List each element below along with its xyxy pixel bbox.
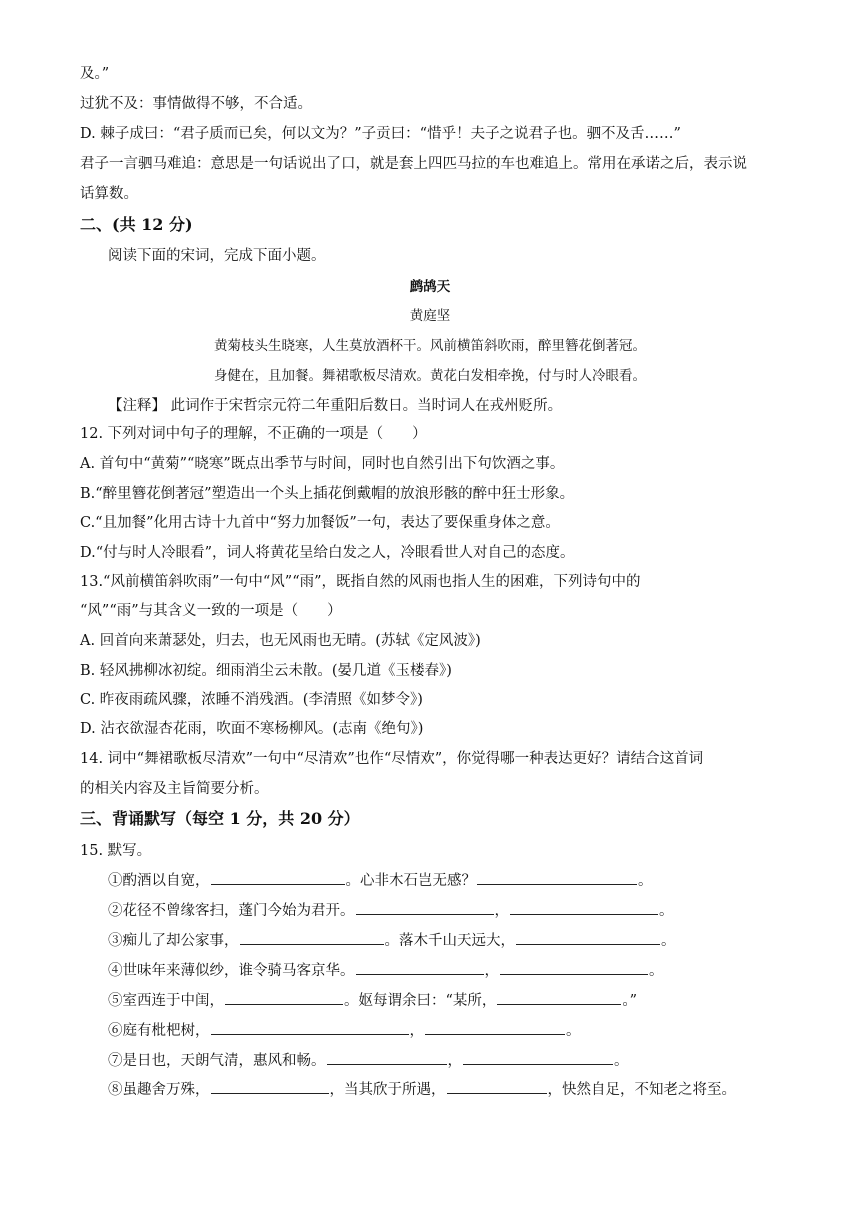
poem-title: 鹧鸪天: [409, 279, 451, 295]
item-text: ③痴儿了却公家事，: [108, 933, 239, 949]
answer-blank[interactable]: [356, 900, 494, 915]
q14-line2: 的相关内容及主旨简要分析。: [80, 781, 269, 797]
item-text: ，: [484, 963, 499, 979]
dictation-item-7: [108, 1050, 629, 1071]
item-text: 。落木千山天远大，: [384, 933, 515, 949]
item-text: ，: [447, 1053, 462, 1069]
item-text: 。”: [622, 993, 638, 1009]
item-text: ⑥庭有枇杷树，: [108, 1023, 210, 1039]
poem-author: 黄庭坚: [409, 308, 451, 324]
dictation-item-4: [108, 960, 664, 981]
dictation-item-6: [108, 1020, 581, 1041]
answer-blank[interactable]: [211, 870, 345, 885]
item-text: 。: [659, 903, 674, 919]
dictation-item-8: [108, 1079, 736, 1100]
item-text: ⑧虽趣舍万殊，: [108, 1082, 210, 1098]
answer-blank[interactable]: [477, 870, 637, 885]
answer-blank[interactable]: [510, 900, 658, 915]
dictation-item-1: [108, 870, 653, 891]
q13-option-b: B. 轻风拂柳冰初绽。细雨消尘云未散。(晏几道《玉楼春》): [80, 663, 452, 679]
item-text: ②花径不曾缘客扫，蓬门今始为君开。: [108, 903, 355, 919]
item-text: 。: [566, 1023, 581, 1039]
item-text: ，当其欣于所遇，: [329, 1082, 446, 1098]
item-text: ，: [494, 903, 509, 919]
gloss-d-line1: 君子一言驷马难追：意思是一句话说出了口，就是套上四匹马拉的车也难追上。常用在承诺之后，表示说: [80, 156, 747, 172]
gloss-c: 过犹不及：事情做得不够，不合适。: [80, 96, 312, 112]
answer-blank[interactable]: [211, 1020, 409, 1035]
answer-blank[interactable]: [516, 930, 660, 945]
q13-option-c: C. 昨夜雨疏风骤，浓睡不消残酒。(李清照《如梦令》): [80, 692, 423, 708]
dictation-item-3: [108, 930, 676, 951]
item-text: 。: [661, 933, 676, 949]
answer-blank[interactable]: [463, 1050, 613, 1065]
answer-blank[interactable]: [211, 1079, 329, 1094]
q12-option-a: A. 首句中“黄菊”“晓寒”既点出季节与时间，同时也自然引出下句饮酒之事。: [80, 456, 565, 472]
q12-option-c: C.“且加餐”化用古诗十九首中“努力加餐饭”一句，表达了要保重身体之意。: [80, 515, 560, 531]
answer-blank[interactable]: [425, 1020, 565, 1035]
section-2-heading: 二、(共 12 分): [80, 215, 193, 234]
q13-option-a: A. 回首向来萧瑟处，归去，也无风雨也无晴。(苏轼《定风波》): [80, 633, 481, 649]
gloss-d-line2: 话算数。: [80, 186, 138, 202]
item-text: ⑤室西连于中闺，: [108, 993, 224, 1009]
dictation-item-5: [108, 990, 637, 1011]
q12-option-b: B.“醉里簪花倒著冠”塑造出一个头上插花倒戴帽的放浪形骸的醉中狂士形象。: [80, 486, 575, 502]
dictation-item-2: [108, 900, 674, 921]
answer-blank[interactable]: [356, 960, 484, 975]
q14-line1: 14. 词中“舞裙歌板尽清欢”一句中“尽清欢”也作“尽情欢”，你觉得哪一种表达更好？请结合这首词: [80, 751, 704, 767]
item-text: ④世味年来薄似纱，谁令骑马客京华。: [108, 963, 355, 979]
section-2-intro: 阅读下面的宋词，完成下面小题。: [108, 248, 326, 264]
answer-blank[interactable]: [497, 990, 621, 1005]
q12-stem: 12. 下列对词中句子的理解，不正确的一项是（ ）: [80, 426, 427, 442]
answer-blank[interactable]: [240, 930, 384, 945]
item-text: 。妪每谓余曰：“某所，: [344, 993, 497, 1009]
poem-line-2: 身健在，且加餐。舞裙歌板尽清欢。黄花白发相牵挽，付与时人冷眼看。: [214, 368, 646, 384]
item-text: ，快然自足，不知老之将至。: [547, 1082, 736, 1098]
item-text: 。心非木石岂无感？: [345, 873, 476, 889]
q13-option-d: D. 沾衣欲湿杏花雨，吹面不寒杨柳风。(志南《绝句》): [80, 721, 424, 737]
poem-line-1: 黄菊枝头生晓寒，人生莫放酒杯干。风前横笛斜吹雨，醉里簪花倒著冠。: [214, 338, 646, 354]
answer-blank[interactable]: [447, 1079, 547, 1094]
item-text: 。: [614, 1053, 629, 1069]
prev-question-tail: 及。”: [80, 66, 110, 82]
item-text: 。: [638, 873, 653, 889]
item-text: 。: [649, 963, 664, 979]
q15-label: 15. 默写。: [80, 843, 152, 859]
answer-blank[interactable]: [327, 1050, 447, 1065]
item-text: ，: [409, 1023, 424, 1039]
q12-option-d: D.“付与时人冷眼看”，词人将黄花呈给白发之人，冷眼看世人对自己的态度。: [80, 545, 575, 561]
section-3-heading: 三、背诵默写（每空 1 分，共 20 分）: [80, 809, 360, 828]
answer-blank[interactable]: [225, 990, 343, 1005]
answer-blank[interactable]: [500, 960, 648, 975]
q13-stem-line2: “风”“雨”与其含义一致的一项是（ ）: [80, 603, 342, 619]
item-text: ⑦是日也，天朗气清，惠风和畅。: [108, 1053, 326, 1069]
option-d-prev: D. 棘子成曰：“君子质而已矣，何以文为？”子贡曰：“惜乎！夫子之说君子也。驷不及舌……”: [80, 126, 681, 142]
item-text: ①酌酒以自宽，: [108, 873, 210, 889]
poem-note: 【注释】 此词作于宋哲宗元符二年重阳后数日。当时词人在戎州贬所。: [108, 398, 563, 414]
q13-stem-line1: 13.“风前横笛斜吹雨”一句中“风”“雨”，既指自然的风雨也指人生的困难，下列诗句中的: [80, 574, 641, 590]
